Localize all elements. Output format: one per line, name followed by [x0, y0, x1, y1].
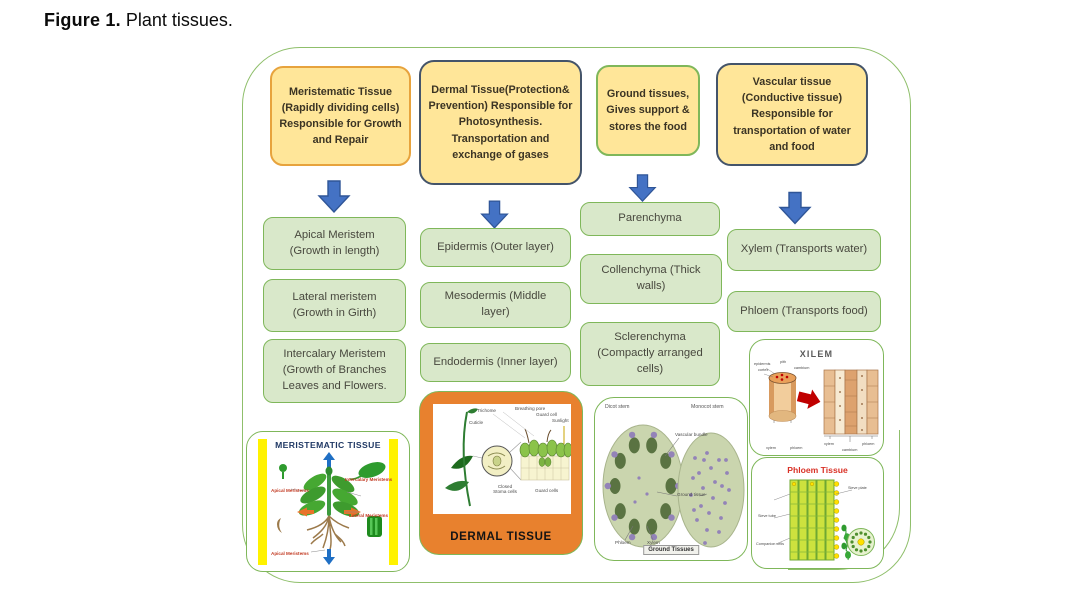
node-collenchyma-label: Collenchyma (Thick walls): [601, 264, 701, 292]
node-sclerenchyma: [580, 322, 720, 386]
label-epidermis: epidermis: [754, 362, 771, 366]
yellow-bar-right: [389, 439, 398, 565]
label-apical-meristems-top: Apical Meristems: [271, 488, 309, 493]
node-mesodermis: [420, 282, 571, 328]
label-xylem-bottom: xylem: [766, 446, 776, 450]
header-vascular-label: Vascular tissue (Conductive tissue) Responsible for transportation of water and food: [733, 76, 851, 153]
node-xylem: [727, 229, 881, 271]
header-ground-label: Ground tissues, Gives support & stores the food: [606, 88, 690, 133]
label-phloem: Phloem: [615, 540, 631, 545]
label-xylem: Xylem: [647, 540, 660, 545]
label-dicot-stem: Dicot stem: [605, 404, 630, 410]
node-epidermis-label: Epidermis (Outer layer): [437, 240, 554, 253]
label-closed-stoma: Closed Stoma cells: [493, 484, 517, 495]
label-vascular-bundle: Vascular bundle: [675, 432, 708, 437]
node-sclerenchyma-label: Sclerenchyma (Compactly arranged cells): [597, 331, 703, 375]
node-lateral-meristem-label: Lateral meristem (Growth in Girth): [292, 290, 377, 319]
node-mesodermis-label: Mesodermis (Middle layer): [444, 290, 547, 318]
down-arrow-icon: [627, 174, 658, 202]
header-ground-tissues: [596, 65, 700, 156]
dermal-tissue-image: [419, 391, 583, 555]
meristematic-tissue-image: [246, 431, 410, 572]
meristematic-image-title: MERISTEMATIC TISSUE: [275, 440, 381, 450]
label-guard-cell: Guard cell: [536, 412, 557, 417]
node-collenchyma: [580, 254, 722, 304]
xylem-image: [749, 339, 884, 456]
dermal-image-panel: [433, 404, 571, 514]
down-arrow-icon: [316, 180, 352, 213]
figure-caption-text: Plant tissues.: [125, 10, 233, 30]
label-intercalary-meristems: Intercalary Meristems: [345, 477, 393, 482]
header-meristematic-label: Meristematic Tissue (Rapidly dividing cells) Responsible for Growth and Repair: [279, 85, 402, 147]
header-dermal-label: Dermal Tissue(Protection& Prevention) Responsible for Photosynthesis. Transportation and exchange of gases: [428, 84, 573, 161]
dermal-image-caption: DERMAL TISSUE: [450, 531, 552, 543]
node-apical-meristem: [263, 217, 406, 270]
stem-cross-sections-illustration: [595, 398, 748, 561]
label-cuticle: Cuticle: [469, 420, 484, 425]
node-xylem-label: Xylem (Transports water): [740, 243, 868, 256]
label-phloem-bottom: phloem: [790, 446, 803, 450]
node-lateral-meristem: [263, 279, 406, 332]
label-sunlight: Sunlight: [552, 418, 569, 423]
down-arrow-icon: [777, 191, 813, 225]
node-apical-meristem-label: Apical Meristem (Growth in length): [289, 228, 380, 257]
label-breathing-pore: Breathing pore: [515, 406, 546, 411]
label-xylem-right: xylem: [824, 442, 834, 446]
header-dermal-tissue: [419, 60, 582, 185]
label-cortex: cortex: [758, 368, 769, 372]
figure-label: Figure 1.: [44, 10, 121, 30]
ground-image-caption: Ground Tissues: [643, 545, 699, 555]
node-phloem: [727, 291, 881, 332]
leaf-epidermis-illustration: [433, 404, 571, 514]
down-arrow-icon: [479, 200, 510, 229]
label-cambium-right: cambium: [842, 448, 858, 452]
node-intercalary-meristem: [263, 339, 406, 403]
xylem-illustration: [752, 362, 883, 444]
label-ground-tissue: Ground tissue: [677, 492, 706, 497]
label-sieve-plate: Sieve plate: [848, 486, 867, 490]
header-vascular-tissue: [716, 63, 868, 166]
figure-caption: [44, 10, 233, 31]
label-pith: pith: [780, 360, 787, 364]
label-phloem-right: phloem: [862, 442, 875, 446]
node-epidermis: [420, 228, 571, 267]
label-guard-cells: Guard cells: [535, 488, 559, 493]
label-companion-cells: Companion cells: [756, 542, 785, 546]
header-meristematic-tissue: [270, 66, 411, 166]
plant-illustration: [269, 452, 389, 566]
node-parenchyma-label: Parenchyma: [618, 212, 682, 225]
label-monocot-stem: Monocot stem: [691, 404, 724, 410]
node-parenchyma: [580, 202, 720, 236]
label-lateral-meristems: Lateral Meristems: [349, 513, 389, 518]
node-endodermis: [420, 343, 571, 382]
node-intercalary-meristem-label: Intercalary Meristem (Growth of Branches Leaves and Flowers.: [282, 348, 387, 392]
label-trichome: Trichome: [477, 408, 496, 413]
phloem-image: [751, 457, 884, 569]
yellow-bar-left: [258, 439, 267, 565]
phloem-image-title: Phloem Tissue: [787, 465, 848, 475]
xylem-image-title: XILEM: [799, 349, 834, 359]
label-cambium: cambium: [794, 366, 810, 370]
label-sieve-tube: Sieve tube: [758, 514, 776, 518]
label-apical-meristems-bottom: Apical Meristems: [271, 551, 309, 556]
node-endodermis-label: Endodermis (Inner layer): [433, 355, 558, 368]
ground-tissue-image: [594, 397, 748, 561]
node-phloem-label: Phloem (Transports food): [740, 304, 868, 317]
